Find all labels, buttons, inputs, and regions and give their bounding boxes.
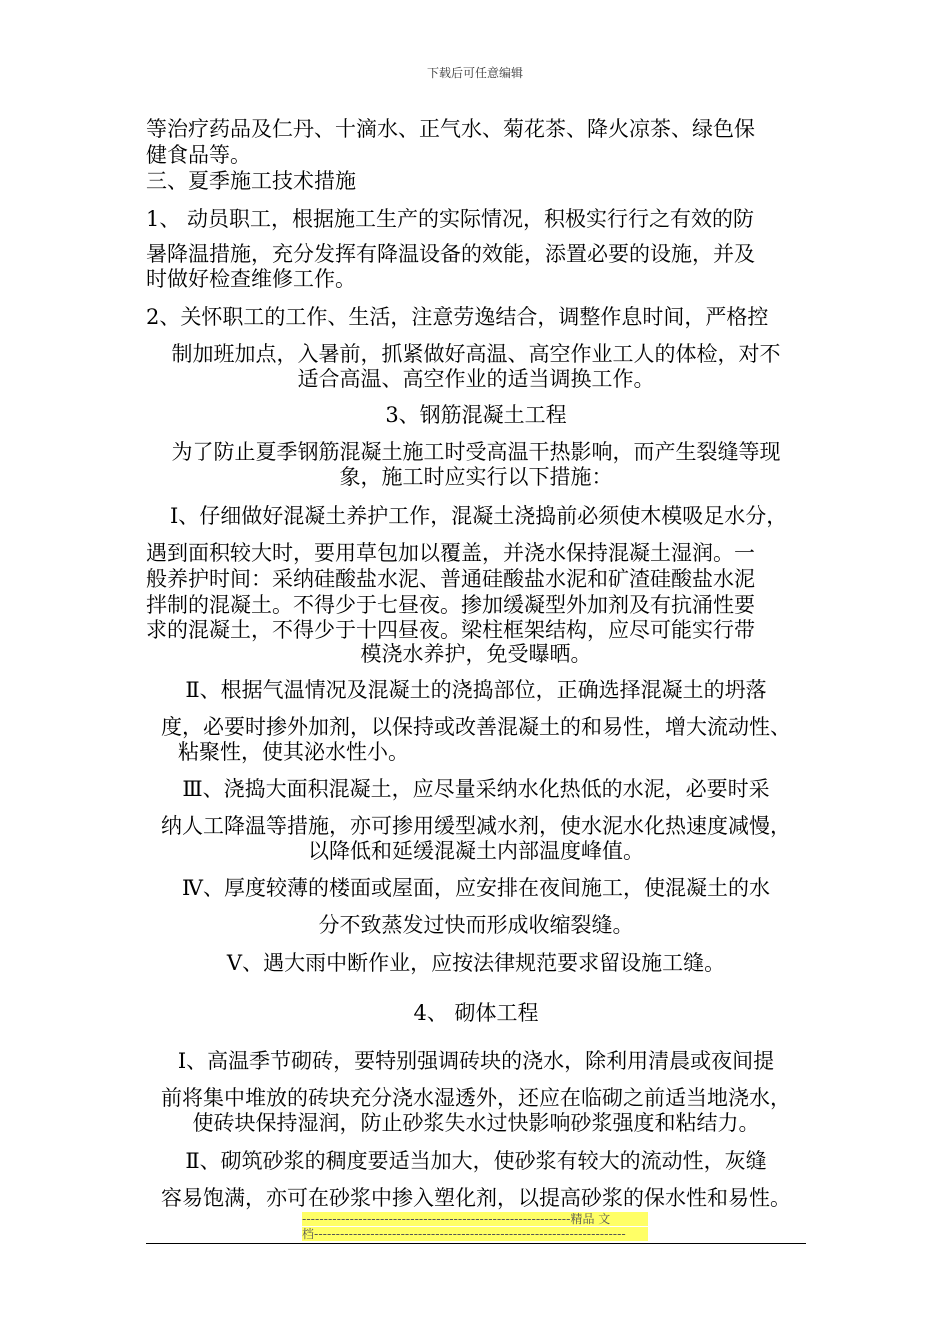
paragraph-line: 1、 动员职工，根据施工生产的实际情况，积极实行行之有效的防 [146,207,755,231]
paragraph-line: Ⅳ、厚度较薄的楼面或屋面，应安排在夜间施工，使混凝土的水 [182,876,770,900]
section-heading: 三、夏季施工技术措施 [146,169,356,193]
paragraph-line: 以降低和延缓混凝土内部温度峰值。 [308,839,644,863]
paragraph-line: 拌制的混凝土。不得少于七昼夜。掺加缓凝型外加剂及有抗涌性要 [146,593,755,617]
subsection-heading: 4、 砌体工程 [413,1001,539,1025]
paragraph-line: 纳人工降温等措施，亦可掺用缓型减水剂，使水泥水化热速度减慢， [161,814,791,838]
paragraph-line: Ⅱ、砌筑砂浆的稠度要适当加大，使砂浆有较大的流动性，灰缝 [185,1149,767,1173]
paragraph-line: Ⅲ、浇捣大面积混凝土，应尽量采纳水化热低的水泥，必要时采 [182,777,770,801]
paragraph-line: 象，施工时应实行以下措施： [339,465,613,489]
paragraph-line: 遇到面积较大时，要用草包加以覆盖，并浇水保持混凝土湿润。一 [146,541,755,565]
paragraph-line: 等治疗药品及仁丹、十滴水、正气水、菊花茶、降火凉茶、绿色保 [146,117,755,141]
paragraph-line: 制加班加点，入暑前，抓紧做好高温、高空作业工人的体检，对不 [171,342,781,366]
paragraph-line: 2、关怀职工的工作、生活，注意劳逸结合，调整作息时间，严格控 [146,305,769,329]
paragraph-line: 般养护时间：采纳硅酸盐水泥、普通硅酸盐水泥和矿渣硅酸盐水泥 [146,567,755,591]
paragraph-line: Ⅴ、遇大雨中断作业，应按法律规范要求留设施工缝。 [226,951,726,975]
paragraph-line: 度，必要时掺外加剂，以保持或改善混凝土的和易性，增大流动性、 [161,715,791,739]
paragraph-line: 为了防止夏季钢筋混凝土施工时受高温干热影响，而产生裂缝等现 [171,440,781,464]
subsection-heading: 3、钢筋混凝土工程 [385,403,567,427]
paragraph-line: 使砖块保持湿润，防止砂浆失水过快影响砂浆强度和粘结力。 [192,1111,760,1135]
paragraph-line: 分不致蒸发过快而形成收缩裂缝。 [318,913,634,937]
footer-banner-line1: --------------------------------------------------------------精品 文 [302,1212,648,1226]
paragraph-line: 时做好检查维修工作。 [146,267,356,291]
paragraph-line: 求的混凝土，不得少于十四昼夜。梁柱框架结构，应尽可能实行带 [146,618,755,642]
page-header: 下载后可任意编辑 [426,66,523,80]
paragraph-line: 暑降温措施，充分发挥有降温设备的效能，添置必要的设施，并及 [146,242,755,266]
paragraph-line: 适合高温、高空作业的适当调换工作。 [297,367,655,391]
paragraph-line: Ⅰ、仔细做好混凝土养护工作，混凝土浇捣前必须使木模吸足水分， [170,504,788,528]
paragraph-line: Ⅱ、根据气温情况及混凝土的浇捣部位，正确选择混凝土的坍落 [185,678,767,702]
paragraph-line: 模浇水养护，免受曝晒。 [360,642,592,666]
paragraph-line: 容易饱满，亦可在砂浆中掺入塑化剂，以提高砂浆的保水性和易性。 [161,1186,791,1210]
paragraph-line: 前将集中堆放的砖块充分浇水湿透外，还应在临砌之前适当地浇水， [161,1086,791,1110]
paragraph-line: 健食品等。 [146,143,251,167]
footer-rule [146,1243,806,1244]
paragraph-line: 粘聚性，使其泌水性小。 [178,740,409,764]
paragraph-line: Ⅰ、高温季节砌砖，要特别强调砖块的浇水，除利用清晨或夜间提 [177,1049,775,1073]
footer-banner-line2: 档------------------------------------------------------------------------ [302,1227,648,1241]
